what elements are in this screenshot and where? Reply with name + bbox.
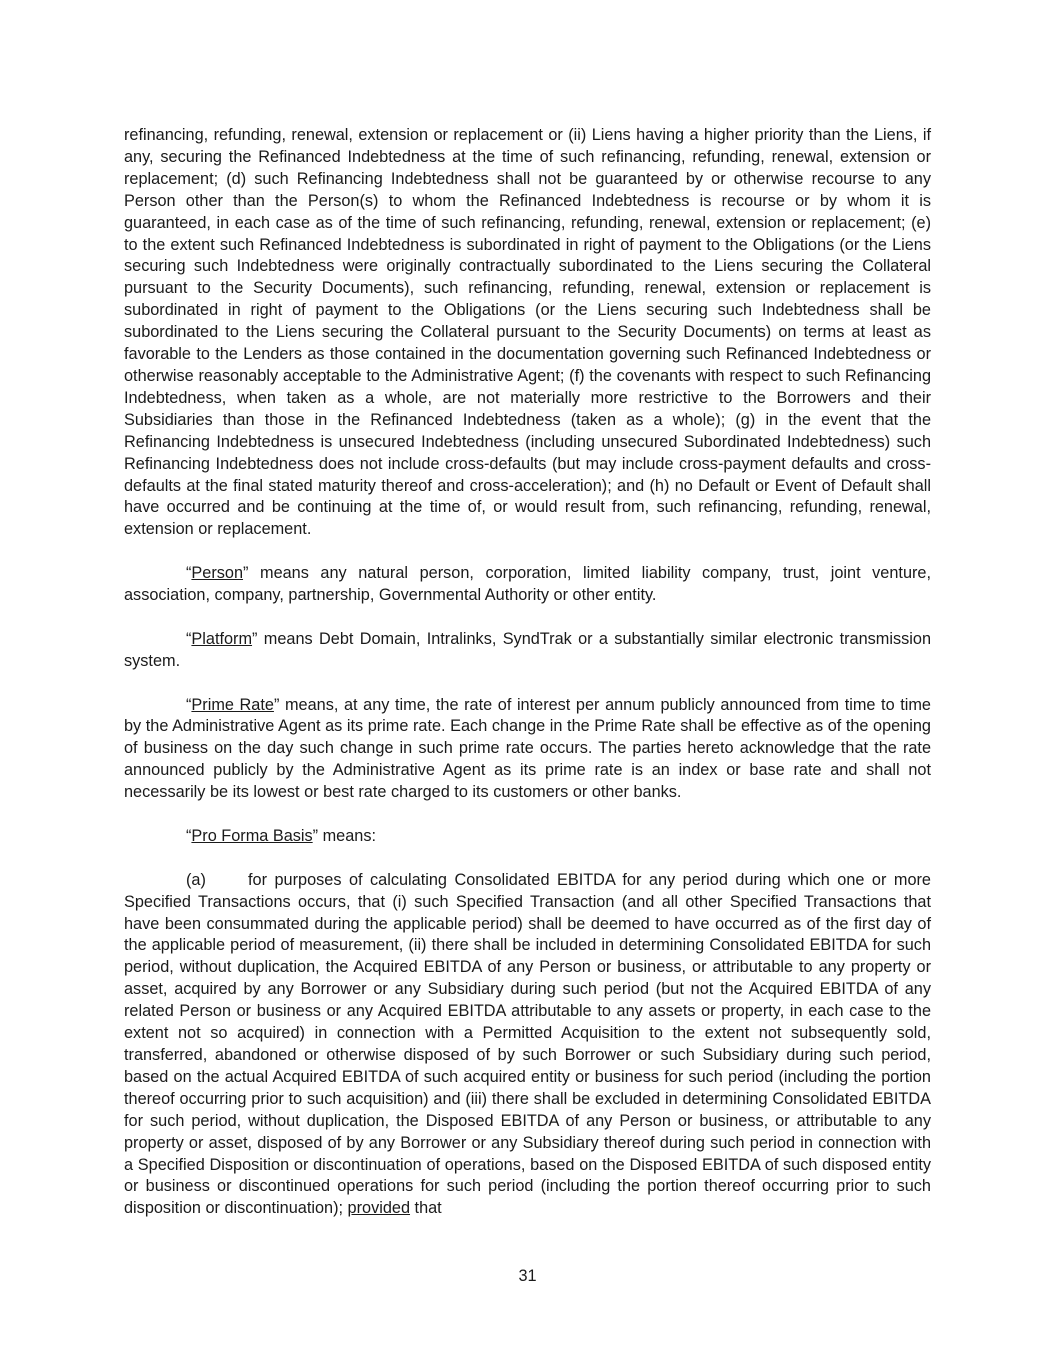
- defined-term: Person: [191, 564, 244, 583]
- quote-close: ”: [243, 564, 249, 583]
- definition-prime-rate: [124, 695, 931, 805]
- page-number: 31: [518, 1267, 537, 1285]
- definition-body: means any natural person, corporation, limited liability company, trust, joint venture, association, company, partnership, Governmental Authority or other entity.: [124, 564, 931, 605]
- continuation-paragraph: refinancing, refunding, renewal, extension or replacement or (ii) Liens having a higher priority than the Liens, if any, securing the Refinanced Indebtedness at the time of such refinancing, refunding, renewal, extension or replacement; (d) such Refinancing Indebtedness shall not be guaranteed by or otherwise recourse to any Person other than the Person(s) to whom the Refinanced Indebtedness is recourse or by whom it is guaranteed, in each case as of the time of such refinancing, refunding, renewal, extension or replacement; (e) to the extent such Refinanced Indebtedness is subordinated in right of payment to the Obligations (or the Liens securing such Indebtedness were originally contractually subordinated to the Liens securing the Collateral pursuant to the Security Documents), such refinancing, refunding, renewal, extension or replacement is subordinated in right of payment to the Obligations (or the Liens securing such Indebtedness shall be subordinated to the Liens securing the Collateral pursuant to the Security Documents) on terms at least as favorable to the Lenders as those contained in the documentation governing such Refinanced Indebtedness or otherwise reasonably acceptable to the Administrative Agent; (f) the covenants with respect to such Refinancing Indebtedness, when taken as a whole, are not materially more restrictive to the Borrowers and their Subsidiaries than those in the Refinanced Indebtedness (taken as a whole); (g) in the event that the Refinancing Indebtedness is unsecured Indebtedness (including unsecured Subordinated Indebtedness) such Refinancing Indebtedness does not include cross-defaults (but may include cross-payment defaults and cross-defaults at the final stated maturity thereof and cross-acceleration); and (h) no Default or Event of Default shall have occurred and be continuing at the time of, or would result from, such refinancing, refunding, renewal, extension or replacement.: [124, 126, 931, 539]
- defined-term: Prime Rate: [191, 695, 274, 714]
- quote-open: “: [186, 826, 192, 845]
- definition-platform: [124, 629, 931, 673]
- definition-body: means:: [318, 826, 377, 845]
- clause-a-label: (a): [186, 870, 206, 889]
- defined-term: Platform: [191, 629, 253, 648]
- definition-body: means, at any time, the rate of interest per annum publicly announced from time to time by the Administrative Agent as its prime rate. Each change in the Prime Rate shall be effective as of the opening of business on the day such change in such prime rate occurs. The parties hereto acknowledge that the rate announced publicly by the Administrative Agent as its prime rate is an index or base rate and shall not necessarily be its lowest or best rate charged to its customers or other banks.: [124, 695, 931, 802]
- clause-a-tail: that: [410, 1199, 442, 1218]
- definition-pro-forma-basis: [124, 826, 931, 848]
- quote-close: ”: [312, 826, 319, 845]
- document-page: [124, 125, 931, 1242]
- quote-close: ”: [252, 629, 258, 648]
- clause-a-text: for purposes of calculating Consolidated EBITDA for any period during which one or more Specified Transactions occurs, that (i) such Specified Transaction (and all other Specified Transactions that have been consummated during the applicable period) shall be deemed to have occurred as of the first day of the applicable period of measurement, (ii) there shall be included in determining Consolidated EBITDA for such period, without duplication, the Acquired EBITDA of any Person or business, or attributable to any property or asset, acquired by any Borrower or any Subsidiary during such period (but not the Acquired EBITDA of any related Person or business or any Acquired EBITDA attributable to any assets or property, in each case to the extent not so acquired) in connection with a Permitted Acquisition to the extent not subsequently sold, transferred, abandoned or otherwise disposed of by such Borrower or such Subsidiary during such period, based on the actual Acquired EBITDA of such acquired entity or business for such period (including the portion thereof occurring prior to such acquisition) and (iii) there shall be excluded in determining Consolidated EBITDA for such period, without duplication, the Disposed EBITDA of any Person or business, or attributable to any property or asset, disposed of by any Borrower or any Subsidiary thereof during such period in connection with a Specified Disposition or discontinuation of operations, based on the Disposed EBITDA of such disposed entity or business or discontinued operations for such period (including the portion thereof occurring prior to such disposition or discontinuation);: [124, 870, 931, 1218]
- defined-term: Pro Forma Basis: [191, 826, 313, 845]
- quote-open: “: [186, 629, 192, 648]
- definition-person: [124, 563, 931, 607]
- provided-term: provided: [347, 1199, 411, 1218]
- quote-close: ”: [273, 695, 280, 714]
- quote-open: “: [186, 695, 192, 714]
- definition-body: means Debt Domain, Intralinks, SyndTrak or a substantially similar electronic transmission system.: [124, 629, 931, 670]
- clause-a: [124, 870, 931, 1221]
- quote-open: “: [186, 564, 192, 583]
